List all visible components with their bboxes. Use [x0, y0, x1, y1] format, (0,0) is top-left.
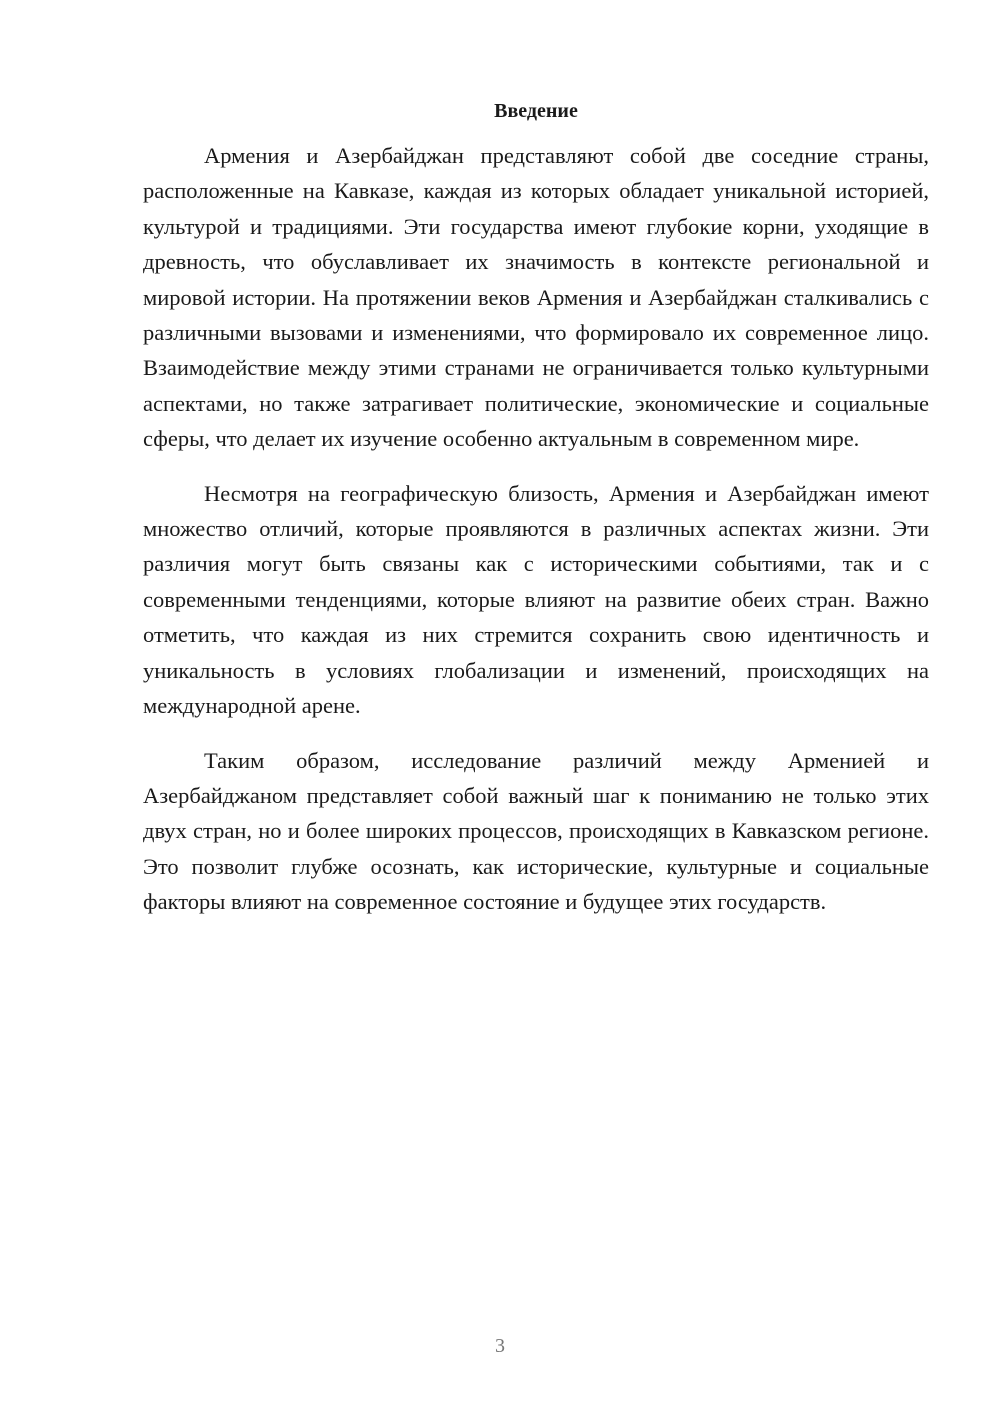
paragraph-3: Таким образом, исследование различий между Арменией и Азербайджаном представляет собой важный шаг к пониманию не только этих двух стран, но и более широких процессов, происходящих в Кавказском регионе. Это позволит глубже осознать, как исторические, культурные и социальные факторы влияют на современное состояние и будущее этих государств.: [143, 747, 929, 915]
paragraph-1: Армения и Азербайджан представляют собой две соседние страны, расположенные на Кавказе, каждая из которых обладает уникальной историей, культурой и традициями. Эти государства имеют глубокие корни, уходящие в древность, что обуславливает их значимость в контексте региональной и мировой истории. На протяжении веков Армения и Азербайджан сталкивались с различными вызовами и изменениями, что формировало их современное лицо. Взаимодействие между этими странами не ограничивается только культурными аспектами, но также затрагивает политические, экономические и социальные сферы, что делает их изучение особенно актуальным в современном мире.: [143, 143, 929, 452]
paragraph-2: Несмотря на географическую близость, Армения и Азербайджан имеют множество отличий, которые проявляются в различных аспектах жизни. Эти различия могут быть связаны как с историческими событиями, так и с современными тенденциями, которые влияют на развитие обеих стран. Важно отметить, что каждая из них стремится сохранить свою идентичность и уникальность в условиях глобализации и изменений, происходящих на международной арене.: [143, 480, 929, 719]
page-number: 3: [495, 1335, 505, 1357]
section-heading: Введение: [494, 100, 578, 122]
document-body: [143, 96, 929, 920]
